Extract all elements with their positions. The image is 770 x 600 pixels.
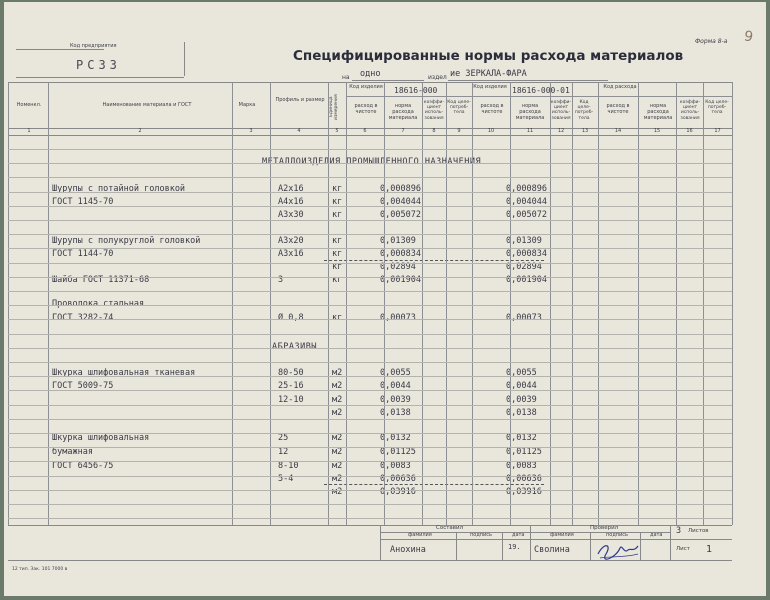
code-izdel-value-2: 18616-000-01 xyxy=(512,86,570,95)
row-norm-value-a: 0,0044 xyxy=(380,381,411,391)
footer-data-b: дата xyxy=(650,532,663,538)
row-unit: м2 xyxy=(332,487,343,497)
row-unit: м2 xyxy=(332,461,343,471)
row-material-name: Шурупы с потайной головкой xyxy=(52,184,186,194)
row-profile: 80-50 xyxy=(278,368,304,378)
row-material-name: Шурупы с полукруглой головкой xyxy=(52,236,201,246)
col-number: 11 xyxy=(526,128,534,134)
proveril-name: Сволина xyxy=(534,545,570,555)
col-number: 4 xyxy=(297,128,301,134)
row-norm-value-b: 0,00636 xyxy=(506,474,542,484)
row-unit: кг xyxy=(332,210,343,220)
row-unit: кг xyxy=(332,236,343,246)
izdel-label: издел xyxy=(428,74,447,81)
row-norm-value-a: 0,01125 xyxy=(380,447,416,457)
row-norm-value-b: 0,0138 xyxy=(506,408,537,418)
col-number: 15 xyxy=(653,128,661,134)
col-number: 6 xyxy=(363,128,367,134)
col-number: 16 xyxy=(686,128,693,134)
col-coef-b: коэффи-циент исполь-зования xyxy=(550,100,572,121)
col-code-tsel-c: Код целе-потреб-тела xyxy=(705,100,729,116)
row-norm-value-a: 0,00636 xyxy=(380,474,416,484)
row-norm-value-a: 0,03916 xyxy=(380,487,416,497)
code-izdel-label: Код изделия xyxy=(349,84,383,90)
form-label: Форма 8-а xyxy=(695,38,728,45)
row-norm-value-a: 0,01309 xyxy=(380,236,416,246)
col-number: 2 xyxy=(138,128,142,134)
row-material-name: ГОСТ 6456-75 xyxy=(52,461,114,471)
row-norm-value-b: 0,0044 xyxy=(506,381,537,391)
col-number: 13 xyxy=(581,128,589,134)
row-norm-value-b: 0,00073 xyxy=(506,313,542,323)
col-number: 10 xyxy=(487,128,495,134)
row-unit: м2 xyxy=(332,433,343,443)
col-number: 17 xyxy=(714,128,721,134)
row-norm-value-b: 0,005072 xyxy=(506,210,547,220)
col-code-tsel-b: Код целе-потреб-тела xyxy=(574,100,594,121)
row-unit: кг xyxy=(332,275,343,285)
row-unit: кг xyxy=(332,313,343,323)
footer-podpis-a: подпись xyxy=(470,532,492,538)
print-note: 12 тип. Зак. 101 7000 в xyxy=(12,567,68,572)
col-number: 7 xyxy=(401,128,405,134)
row-norm-value-b: 0,001904 xyxy=(506,275,547,285)
row-norm-value-b: 0,01125 xyxy=(506,447,542,457)
col-norm-a: норма расхода материала xyxy=(388,103,418,121)
row-profile: 12-10 xyxy=(278,395,304,405)
footer-sostavil: Составил xyxy=(436,525,464,531)
row-norm-value-a: 0,000896 xyxy=(380,184,421,194)
row-unit: м2 xyxy=(332,447,343,457)
row-unit: м2 xyxy=(332,408,343,418)
col-rashod-chist-a: расход в чистоте xyxy=(354,103,378,115)
footer-proveril: Проверил xyxy=(590,525,619,531)
row-profile: А3х30 xyxy=(278,210,304,220)
row-profile: 5-4 xyxy=(278,474,294,484)
row-unit: м2 xyxy=(332,368,343,378)
enterprise-code: РСЗЗ xyxy=(76,58,121,72)
row-profile: А2х16 xyxy=(278,184,304,194)
izdel-value: ие ЗЕРКАЛА-ФАРА xyxy=(450,69,527,79)
code-izdel-value-1: 18616-000 xyxy=(394,86,438,95)
row-unit: м2 xyxy=(332,381,343,391)
col-rashod-chist-b: расход в чистоте xyxy=(480,103,504,115)
row-material-name: Шкурка шлифовальная тканевая xyxy=(52,368,196,378)
footer-podpis-b: подпись xyxy=(606,532,628,538)
row-unit: кг xyxy=(332,262,343,272)
row-profile: А3х20 xyxy=(278,236,304,246)
row-material-name: ГОСТ 5009-75 xyxy=(52,381,114,391)
row-norm-value-a: 0,0039 xyxy=(380,395,411,405)
row-norm-value-b: 0,004044 xyxy=(506,197,547,207)
row-norm-value-b: 0,0132 xyxy=(506,433,537,443)
col-number: 14 xyxy=(614,128,622,134)
enterprise-code-label: Код предприятия xyxy=(70,43,117,49)
row-norm-value-b: 0,000896 xyxy=(506,184,547,194)
sostavil-date: 19. xyxy=(508,543,521,551)
row-profile: 8-10 xyxy=(278,461,299,471)
list-value: 1 xyxy=(706,544,713,555)
col-profile-header: Профиль и размер xyxy=(275,97,325,103)
document-sheet xyxy=(4,2,766,596)
page-mark: 9 xyxy=(742,28,755,46)
col-number: 1 xyxy=(27,128,31,134)
na-value: одно xyxy=(360,69,381,79)
row-profile: А4х16 xyxy=(278,197,304,207)
footer-familia-b: фамилия xyxy=(550,532,574,538)
col-coef-a: коэффи-циент исполь-зования xyxy=(423,100,445,121)
col-unit-header: Единица измерения xyxy=(329,94,340,120)
row-norm-value-b: 0,0083 xyxy=(506,461,537,471)
row-norm-value-b: 0,0055 xyxy=(506,368,537,378)
row-profile: 25 xyxy=(278,433,289,443)
row-norm-value-a: 0,02894 xyxy=(380,262,416,272)
col-number: 8 xyxy=(432,128,436,134)
row-norm-value-a: 0,001904 xyxy=(380,275,421,285)
row-norm-value-a: 0,005072 xyxy=(380,210,421,220)
na-label: на xyxy=(342,74,350,81)
row-norm-value-b: 0,02894 xyxy=(506,262,542,272)
col-norm-b: норма расхода материала xyxy=(515,103,545,121)
row-norm-value-b: 0,01309 xyxy=(506,236,542,246)
row-material-name: ГОСТ 1144-70 xyxy=(52,249,114,259)
row-norm-value-b: 0,000834 xyxy=(506,249,547,259)
row-material-name: ГОСТ 3282-74 xyxy=(52,313,114,323)
col-rashod-chist-c: расход в чистоте xyxy=(606,103,630,115)
row-profile: 3 xyxy=(278,275,284,285)
section-heading: МЕТАЛЛОИЗДЕЛИЯ ПРОМЫШЛЕННОГО НАЗНАЧЕНИЯ xyxy=(262,157,482,167)
row-profile: 25-16 xyxy=(278,381,304,391)
col-coef-c: коэффи-циент исполь-зования xyxy=(679,100,701,121)
col-number: 12 xyxy=(557,128,565,134)
row-material-name: Шайба ГОСТ 11371-68 xyxy=(52,275,150,285)
row-unit: м2 xyxy=(332,474,343,484)
section-heading: АБРАЗИВЫ xyxy=(272,342,317,352)
row-unit: м2 xyxy=(332,395,343,405)
row-material-name: Шкурка шлифовальная xyxy=(52,433,150,443)
code-izdel-label-2: Код изделия xyxy=(473,84,507,90)
row-profile: А3х16 xyxy=(278,249,304,259)
footer-familia-a: фамилия xyxy=(408,532,432,538)
row-unit: кг xyxy=(332,197,343,207)
row-norm-value-a: 0,0055 xyxy=(380,368,411,378)
page-title: Специфицированные нормы расхода материалов xyxy=(293,48,684,64)
col-mark-header: Марка xyxy=(238,102,256,108)
row-material-name: Проволока стальная xyxy=(52,299,145,309)
signature-image xyxy=(594,540,642,562)
col-pos-header: Номенкл. xyxy=(16,102,42,108)
row-unit: кг xyxy=(332,249,343,259)
sostavil-name: Анохина xyxy=(390,545,426,555)
row-norm-value-a: 0,0083 xyxy=(380,461,411,471)
row-profile: Ø 0,8 xyxy=(278,313,304,323)
row-norm-value-a: 0,0132 xyxy=(380,433,411,443)
col-number: 3 xyxy=(249,128,253,134)
row-profile: 12 xyxy=(278,447,289,457)
col-number: 5 xyxy=(335,128,339,134)
row-norm-value-a: 0,0138 xyxy=(380,408,411,418)
list-label: Лист xyxy=(676,546,690,552)
row-norm-value-b: 0,03916 xyxy=(506,487,542,497)
col-code-tsel-a: Код целе-потреб-тела xyxy=(447,100,471,116)
listov-value: 3 xyxy=(676,526,682,536)
listov-label: Листов xyxy=(688,528,709,534)
col-name-header: Наименование материала и ГОСТ xyxy=(102,102,192,108)
row-norm-value-b: 0,0039 xyxy=(506,395,537,405)
row-norm-value-a: 0,004044 xyxy=(380,197,421,207)
footer-data-a: дата xyxy=(512,532,525,538)
row-unit: кг xyxy=(332,184,343,194)
code-rashoda-label: Код расхода xyxy=(603,84,637,90)
col-number: 9 xyxy=(457,128,461,134)
row-norm-value-a: 0,000834 xyxy=(380,249,421,259)
row-norm-value-a: 0,00073 xyxy=(380,313,416,323)
row-material-name: бумажная xyxy=(52,447,93,457)
col-norm-c: норма расхода материала xyxy=(643,103,673,121)
row-material-name: ГОСТ 1145-70 xyxy=(52,197,114,207)
